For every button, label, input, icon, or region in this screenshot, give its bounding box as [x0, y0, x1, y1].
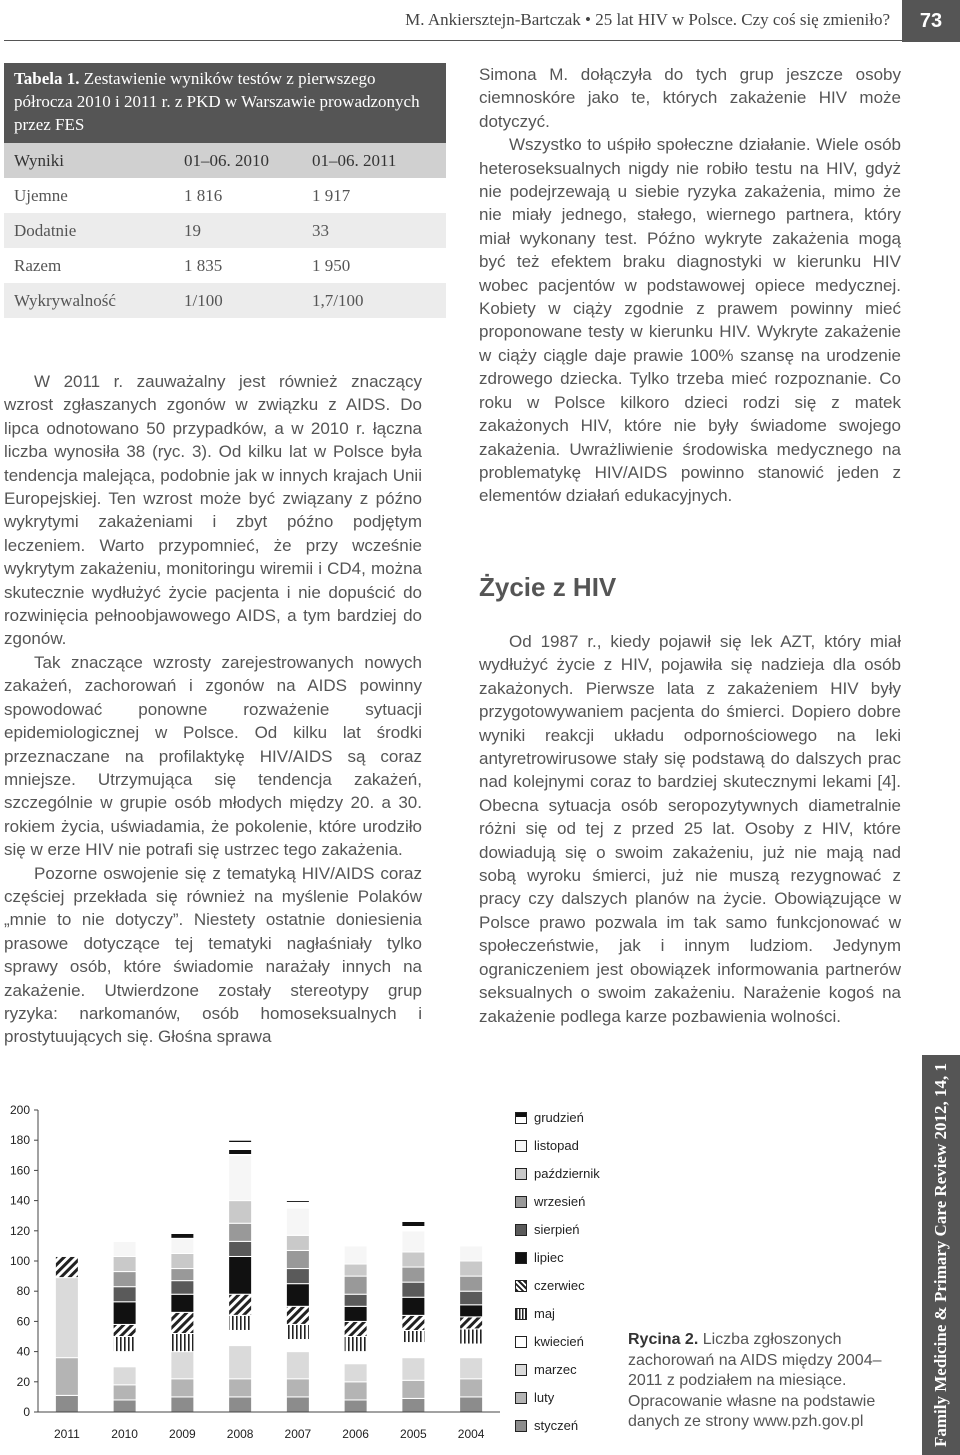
- y-tick-label: 200: [9, 1103, 30, 1117]
- legend-swatch: [515, 1308, 527, 1320]
- table-header-cell: Wyniki: [4, 143, 174, 178]
- table-header-row: [4, 143, 446, 178]
- bar-segment: [344, 1382, 367, 1400]
- body-paragraph: Tak znaczące wzrosty zarejestrowanych nowych zakażeń, zachorowań i zgonów na AIDS powinny spowodować ponowne rozważenie sytuacji epidemiologicznej w Polsce. Od kilku lat środki przeznaczane na profilaktykę HIV/AIDS są coraz mniejsze. Utrzymująca się tendencja zakażeń, szczególnie w grupie osób młodych między 20. a 30. rokiem życia, uświadamia, że pokolenie, które urodziło się w erze HIV nie potrafi się ustrzec tego zakażenia.: [4, 652, 422, 860]
- results-table: [4, 143, 446, 318]
- table-cell: 1 835: [184, 255, 223, 275]
- bar-segment: [460, 1305, 483, 1317]
- table-row: [4, 213, 446, 248]
- legend-label: sierpień: [534, 1222, 580, 1237]
- table-cell: 1 816: [184, 185, 223, 205]
- y-tick-label: 160: [9, 1163, 30, 1178]
- bar-segment: [171, 1379, 194, 1397]
- bar-segment: [402, 1297, 425, 1315]
- bar-segment: [55, 1278, 78, 1358]
- bar-segment: [55, 1256, 78, 1277]
- y-axis: [10, 1103, 38, 1419]
- bar-segment: [344, 1294, 367, 1306]
- bar-segment: [402, 1282, 425, 1297]
- legend-swatch: [515, 1140, 527, 1152]
- bar-segment: [460, 1291, 483, 1305]
- table-cell: 1,7/100: [302, 283, 446, 318]
- legend-swatch: [515, 1392, 527, 1404]
- y-tick-label: 80: [16, 1284, 30, 1299]
- bar-segment: [402, 1252, 425, 1267]
- bar-segment: [402, 1217, 425, 1231]
- table-header-cell: 01–06. 2010: [174, 143, 302, 178]
- table-row: [4, 248, 446, 283]
- bar-segment: [229, 1241, 252, 1256]
- running-title: M. Ankiersztejn-Bartczak • 25 lat HIV w Polsce. Czy coś się zmieniło?: [405, 10, 890, 29]
- legend-swatch: [515, 1280, 527, 1292]
- bar-segment: [171, 1333, 194, 1351]
- x-tick-label: 2010: [111, 1427, 138, 1441]
- legend-swatch: [515, 1168, 527, 1180]
- legend-label: marzec: [534, 1362, 577, 1377]
- bar-segment: [402, 1398, 425, 1412]
- bar-segment: [286, 1250, 309, 1268]
- bar-segment: [286, 1306, 309, 1324]
- legend-label: czerwiec: [534, 1278, 585, 1293]
- table-row: [4, 283, 446, 318]
- journal-name: Family Medicine & Primary Care Review 2012, 14, 1: [931, 1063, 950, 1447]
- bar-segment: [113, 1287, 136, 1302]
- body-paragraph: Simona M. dołączyła do tych grup jeszcze osoby ciemnoskóre jako te, których zakażenie HIV może dotyczyć.: [479, 65, 901, 131]
- y-tick-label: 180: [9, 1133, 30, 1148]
- body-paragraph: Pozorne oswojenie się z tematyką HIV/AIDS coraz częściej przekłada się również na myślenie Polaków „mnie to nie dotyczy”. Niestety ostatnie doniesienia prasowe dotyczące tej tematyki nagłaśniały tylko sprawy osób, które świadomie narażały innych na zakażenie. Utwierdzone zostały stereotypy grup ryzyka: narkomanów, osób homoseksualnych i prostytuujących się. Głośna sprawa: [4, 863, 422, 1047]
- bar-segment: [460, 1358, 483, 1379]
- bar-segment: [229, 1346, 252, 1379]
- legend-swatch: [515, 1112, 527, 1124]
- results-table-block: [4, 63, 446, 318]
- bar-segment: [229, 1330, 252, 1345]
- bar-segment: [113, 1385, 136, 1400]
- running-header: [0, 0, 960, 42]
- bar-segment: [402, 1358, 425, 1381]
- legend-label: wrzesień: [534, 1194, 586, 1209]
- bar-segment: [460, 1329, 483, 1344]
- bar-segment: [229, 1201, 252, 1224]
- y-tick-label: 120: [9, 1223, 30, 1238]
- bar-segment: [171, 1238, 194, 1253]
- bar-segment: [229, 1155, 252, 1200]
- bar-segment: [460, 1379, 483, 1397]
- bars-group: [55, 1140, 482, 1412]
- table-cell: 1/100: [174, 283, 302, 318]
- x-tick-label: 2006: [342, 1427, 369, 1441]
- bar-segment: [286, 1352, 309, 1379]
- x-tick-label: 2005: [400, 1427, 427, 1441]
- table-cell: 33: [302, 213, 446, 248]
- bar-segment: [229, 1256, 252, 1294]
- figure-caption: [628, 1330, 898, 1433]
- aids-cases-stacked-bar-chart: [0, 1090, 620, 1455]
- bar-segment: [171, 1253, 194, 1268]
- bar-segment: [113, 1352, 136, 1367]
- figure-label: Rycina 2.: [628, 1331, 699, 1348]
- legend-label: lipiec: [534, 1250, 564, 1265]
- table-header-cell: 01–06. 2011: [302, 143, 446, 178]
- bar-segment: [229, 1294, 252, 1315]
- bar-segment: [55, 1395, 78, 1412]
- bar-segment: [171, 1231, 194, 1239]
- bar-segment: [286, 1201, 309, 1209]
- y-tick-label: 100: [9, 1254, 30, 1268]
- bar-segment: [113, 1337, 136, 1352]
- body-paragraph: Wszystko to uśpiło społeczne działanie. Wiele osób heteroseksualnych nigdy nie robiło testu na HIV, gdyż nie podejrzewają u siebie ryzyka zakażenia, mimo że nie miały jednego, stałego, wiernego partnera, który miał wykonany test. Późno wykryte zakażenia mogą być też efektem braku diagnostyki w kierunku HIV wobec pacjentów w podstawowej opiece medycznej. Kobiety w ciąży zgodnie z prawem powinny mieć proponowane testy w kierunku HIV. Wykryte zakażenie w ciąży ciągle daje prawie 100% szansę na urodzenie zdrowego dziecka. Tylko trzeba mieć rozpoznanie. Co roku w Polsce kilkoro dzieci rodzi się z matek zakażonych HIV, które nie były świadome swojego zakażenia. Uwrażliwienie środowiska medycznego na problematykę HIV/AIDS powinno stanowić jeden z elementów działań edukacyjnych.: [479, 135, 901, 506]
- bar-segment: [229, 1223, 252, 1241]
- bar-segment: [229, 1140, 252, 1155]
- bar-segment: [460, 1240, 483, 1246]
- bar-segment: [171, 1312, 194, 1333]
- legend-swatch: [515, 1364, 527, 1376]
- bar-segment: [113, 1272, 136, 1287]
- bar-segment: [286, 1324, 309, 1339]
- table-cell: 1 950: [312, 255, 351, 275]
- bar-segment: [344, 1321, 367, 1336]
- legend-label: styczeń: [534, 1418, 579, 1433]
- bar-segment: [460, 1246, 483, 1261]
- legend-swatch: [515, 1224, 527, 1236]
- y-tick-label: 40: [16, 1344, 30, 1359]
- bar-segment: [344, 1352, 367, 1364]
- legend-label: maj: [534, 1306, 555, 1321]
- section-text: [479, 630, 901, 1028]
- legend-swatch: [515, 1420, 527, 1432]
- x-tick-label: 2004: [457, 1427, 485, 1441]
- bar-segment: [344, 1306, 367, 1321]
- bar-segment: [344, 1264, 367, 1276]
- bar-segment: [286, 1340, 309, 1352]
- bar-segment: [171, 1281, 194, 1295]
- table-cell: Dodatnie: [4, 213, 174, 248]
- legend-label: luty: [534, 1390, 555, 1405]
- x-axis: [38, 1412, 500, 1441]
- legend-swatch: [515, 1196, 527, 1208]
- bar-segment: [171, 1294, 194, 1312]
- figure-caption-text: Liczba zgłoszonych zachorowań na AIDS między 2004–2011 z podziałem na miesiące. Opracowanie własne na podstawie danych ze strony www.pzh.gov.pl: [628, 1331, 882, 1430]
- bar-segment: [460, 1344, 483, 1358]
- bar-segment: [286, 1284, 309, 1307]
- table-caption-text: Zestawienie wyników testów z pierwszego półrocza 2010 i 2011 r. z PKD w Warszawie prowadzonych przez FES: [14, 69, 420, 134]
- bar-segment: [460, 1397, 483, 1412]
- y-tick-label: 20: [16, 1374, 30, 1389]
- legend-swatch: [515, 1252, 527, 1264]
- bar-segment: [113, 1400, 136, 1412]
- bar-segment: [229, 1315, 252, 1330]
- bar-segment: [460, 1317, 483, 1329]
- y-tick-label: 0: [23, 1405, 30, 1419]
- legend-label: kwiecień: [534, 1334, 584, 1349]
- legend-label: listopad: [534, 1138, 579, 1153]
- bar-segment: [113, 1241, 136, 1256]
- bar-segment: [286, 1379, 309, 1397]
- bar-segment: [171, 1269, 194, 1281]
- bar-segment: [229, 1397, 252, 1412]
- body-paragraph: Od 1987 r., kiedy pojawił się lek AZT, który miał wydłużyć życie z HIV, pojawiła się nadzieja dla osób zakażonych. Pierwsze lata z zakażeniem HIV były przygotowywaniem pacjenta do śmierci. Dopiero dobre wyniki reakcji układu odpornościowego na leki antyretrowirusowe stały się podstawą do dalszych prac nad kolejnymi coraz to bardziej skutecznymi lekami [4]. Obecna sytuacja osób seropozytywnych diametralnie różni się od tej z przed 25 lat. Osoby z HIV, które dowiadują się o swoim zakażeniu, już nie mają nad sobą wyroku śmierci, już nie muszą rezygnować z pracy czy dalszych planów na życie. Obowiązujące w Polsce prawo pozwala im tak samo funkcjonować w społeczeństwie, jak i innym ludziom. Jedynym ograniczeniem jest obowiązek informowania partnerów seksualnych o swoim zakażeniu. Narażenie kogoś na zakażenie podlega karze pozbawienia wolności.: [479, 632, 901, 1026]
- right-column-text: [479, 63, 901, 508]
- bar-segment: [344, 1276, 367, 1294]
- bar-segment: [402, 1267, 425, 1282]
- legend-label: październik: [534, 1166, 600, 1181]
- table-cell: 19: [174, 213, 302, 248]
- table-cell: Wykrywalność: [4, 283, 174, 318]
- y-tick-label: 60: [16, 1314, 30, 1329]
- table-cell: 1 917: [312, 185, 351, 205]
- section-heading: Życie z HIV: [479, 572, 617, 602]
- table-label: Tabela 1.: [14, 69, 80, 88]
- bar-segment: [460, 1261, 483, 1276]
- bar-segment: [286, 1397, 309, 1412]
- bar-segment: [344, 1246, 367, 1264]
- legend-swatch: [515, 1336, 527, 1348]
- table-row: [4, 178, 446, 213]
- bar-segment: [113, 1367, 136, 1385]
- journal-sidebar: [922, 1055, 960, 1455]
- legend-label: grudzień: [534, 1110, 584, 1125]
- bar-segment: [55, 1358, 78, 1396]
- header-rule: [4, 40, 902, 41]
- x-tick-label: 2011: [53, 1427, 80, 1441]
- bar-segment: [344, 1337, 367, 1352]
- table-caption: [4, 63, 446, 143]
- bar-segment: [402, 1343, 425, 1358]
- bar-segment: [402, 1231, 425, 1252]
- table-cell: Razem: [14, 255, 62, 275]
- bar-segment: [460, 1276, 483, 1291]
- x-tick-label: 2008: [226, 1427, 254, 1441]
- bar-segment: [171, 1397, 194, 1412]
- bar-segment: [344, 1364, 367, 1382]
- bar-segment: [402, 1380, 425, 1398]
- bar-segment: [113, 1302, 136, 1325]
- x-tick-label: 2007: [284, 1427, 312, 1441]
- bar-segment: [344, 1400, 367, 1412]
- bar-segment: [402, 1330, 425, 1342]
- bar-segment: [286, 1269, 309, 1284]
- bar-segment: [229, 1379, 252, 1397]
- bar-segment: [286, 1208, 309, 1235]
- bar-segment: [402, 1315, 425, 1330]
- bar-segment: [344, 1240, 367, 1246]
- table-cell: Ujemne: [14, 185, 68, 205]
- bar-segment: [113, 1324, 136, 1336]
- bar-segment: [113, 1256, 136, 1271]
- bar-segment: [171, 1352, 194, 1379]
- x-tick-label: 2009: [169, 1427, 196, 1441]
- page-number: 73: [902, 0, 960, 42]
- bar-segment: [113, 1238, 136, 1241]
- body-paragraph: W 2011 r. zauważalny jest również znaczący wzrost zgłaszanych zgonów w związku z AIDS. Do lipca odnotowano 50 przypadków, a w 2010 r. łączna liczba wynosiła 38 (ryc. 3). Od kilku lat w Polsce była tendencja malejąca, podobnie jak w innych krajach Unii Europejskiej. Ten wzrost może być związany z późno wykrytymi zakażeniami i zbyt późno podjętym leczeniem. Warto przypomnieć, że przy wcześnie wykrytym zakażeniu, monitoringu wiremii i CD4, można skutecznie wydłużyć życie pacjenta i nie dopuścić do rozwinięcia pełnoobjawowego AIDS, a tym bardziej do zgonów.: [4, 372, 422, 649]
- bar-segment: [286, 1235, 309, 1250]
- left-column-text: [4, 370, 422, 1049]
- y-tick-label: 140: [9, 1193, 30, 1208]
